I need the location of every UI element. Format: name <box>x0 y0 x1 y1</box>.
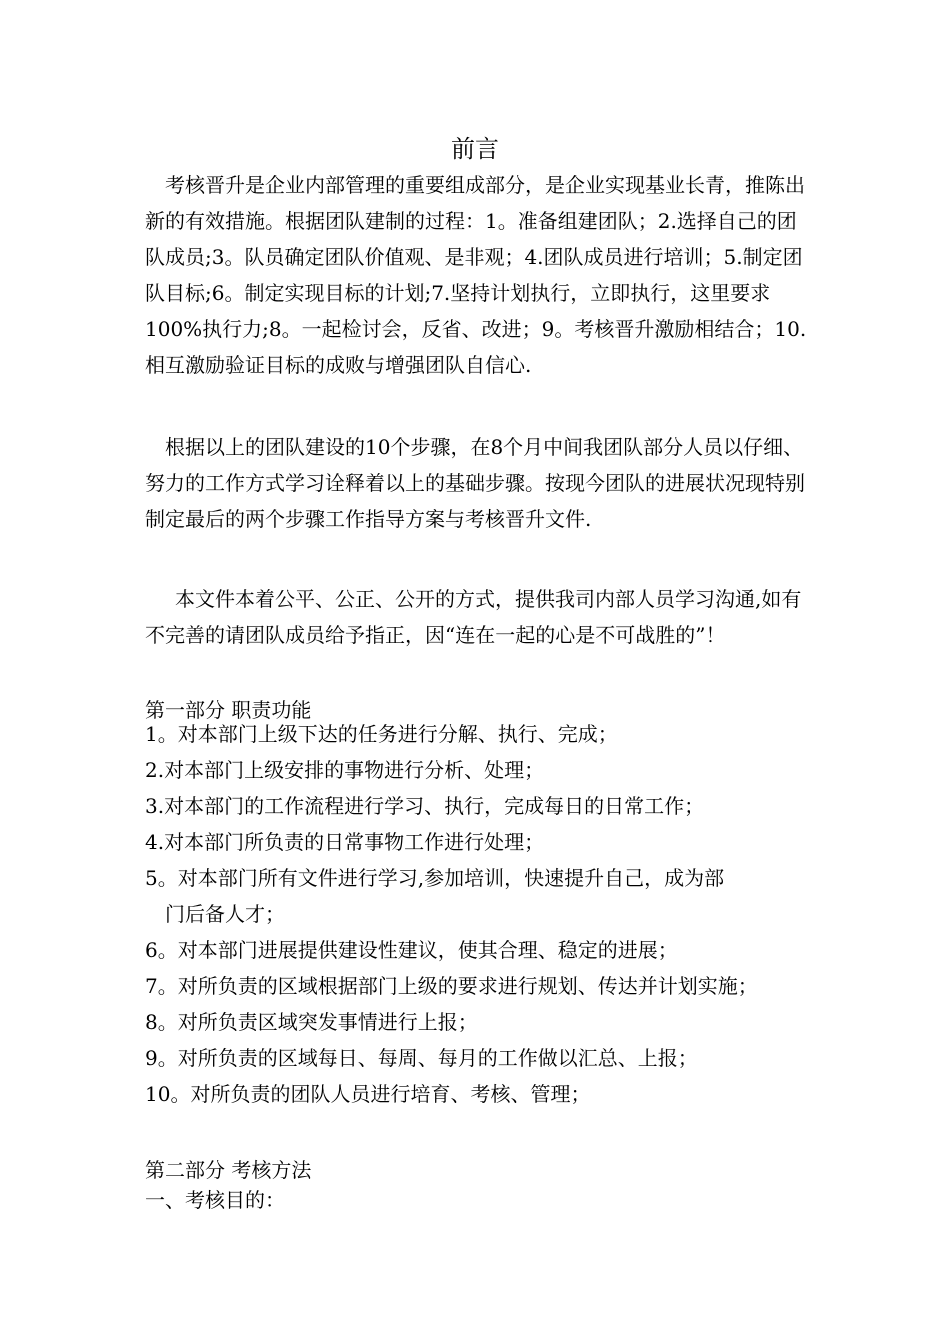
duties-list <box>145 716 815 1112</box>
section-2-subheading: 一、考核目的： <box>145 1188 285 1212</box>
list-item: 6。对本部门进展提供建设性建议，使其合理、稳定的进展； <box>145 938 678 962</box>
section-2-heading: 第二部分 考核方法 <box>145 1158 312 1182</box>
intro-paragraph-3: 本文件本着公平、公正、公开的方式，提供我司内部人员学习沟通,如有不完善的请团队成员给予指正，因“连在一起的心是不可战胜的”！ <box>145 587 802 647</box>
list-item <box>145 860 815 932</box>
list-item: 8。对所负责区域突发事情进行上报； <box>145 1010 478 1034</box>
intro-paragraph-1: 考核晋升是企业内部管理的重要组成部分，是企业实现基业长青，推陈出新的有效措施。根据团队建制的过程：1。准备组建团队；2.选择自己的团队成员;3。队员确定团队价值观、是非观；4.团队成员进行培训；5.制定团队目标;6。制定实现目标的计划;7.坚持计划执行，立即执行，这里要求100%执行力;8。一起检讨会，反省、改进；9。考核晋升激励相结合；10.相互激励验证目标的成败与增强团队自信心. <box>145 173 807 377</box>
list-item: 4.对本部门所负责的日常事物工作进行处理； <box>145 830 545 854</box>
list-item: 10。对所负责的团队人员进行培育、考核、管理； <box>145 1082 591 1106</box>
intro-paragraph-2: 根据以上的团队建设的10个步骤，在8个月中间我团队部分人员以仔细、努力的工作方式学习诠释着以上的基础步骤。按现今团队的进展状况现特别制定最后的两个步骤工作指导方案与考核晋升文件. <box>145 435 805 531</box>
list-item: 3.对本部门的工作流程进行学习、执行，完成每日的日常工作； <box>145 794 705 818</box>
list-item: 7。对所负责的区域根据部门上级的要求进行规划、传达并计划实施； <box>145 974 758 998</box>
list-item-continuation: 门后备人才； <box>165 902 285 926</box>
list-item-line: 5。对本部门所有文件进行学习,参加培训，快速提升自己，成为部 <box>145 866 725 890</box>
page-title: 前言 <box>451 135 499 163</box>
section-1-heading: 第一部分 职责功能 <box>145 698 312 722</box>
list-item: 1。对本部门上级下达的任务进行分解、执行、完成； <box>145 722 618 746</box>
list-item: 9。对所负责的区域每日、每周、每月的工作做以汇总、上报； <box>145 1046 698 1070</box>
list-item: 2.对本部门上级安排的事物进行分析、处理； <box>145 758 545 782</box>
